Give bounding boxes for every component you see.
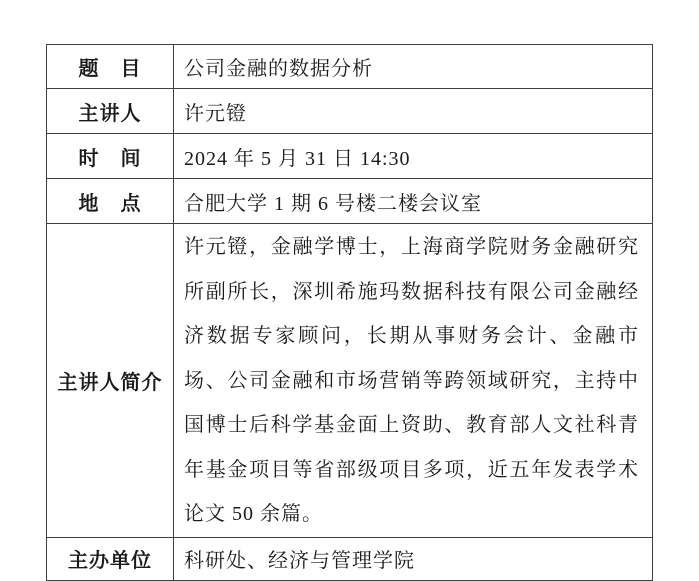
seminar-notice-table — [46, 44, 653, 581]
table-row — [47, 537, 653, 580]
table-row — [47, 134, 653, 179]
row-label-location: 地 点 — [47, 179, 174, 224]
row-label-speaker-bio: 主讲人简介 — [47, 224, 174, 538]
row-value-title: 公司金融的数据分析 — [174, 45, 653, 89]
table-row — [47, 89, 653, 134]
row-label-organizer: 主办单位 — [47, 537, 174, 580]
row-label-time: 时 间 — [47, 134, 174, 179]
row-value-organizer: 科研处、经济与管理学院 — [174, 537, 653, 580]
row-label-title: 题 目 — [47, 45, 174, 89]
row-value-location: 合肥大学 1 期 6 号楼二楼会议室 — [174, 179, 653, 224]
table-row — [47, 45, 653, 89]
table-row — [47, 224, 653, 538]
table-row — [47, 179, 653, 224]
row-value-speaker: 许元镫 — [174, 89, 653, 134]
row-value-speaker-bio: 许元镫，金融学博士，上海商学院财务金融研究所副所长，深圳希施玛数据科技有限公司金融经济数据专家顾问，长期从事财务会计、金融市场、公司金融和市场营销等跨领域研究，主持中国博士后科学基金面上资助、教育部人文社科青年基金项目等省部级项目多项，近五年发表学术论文 50 余篇。 — [174, 224, 653, 538]
row-label-speaker: 主讲人 — [47, 89, 174, 134]
row-value-time: 2024 年 5 月 31 日 14:30 — [174, 134, 653, 179]
